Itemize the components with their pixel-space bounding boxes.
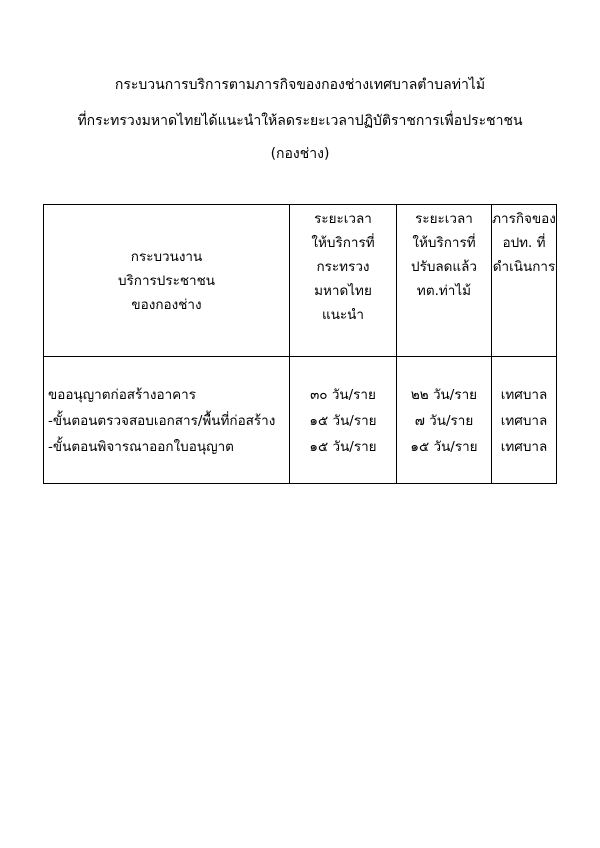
responsible-value: เทศบาล [500,387,548,403]
header-reduced-time [397,205,492,357]
header-responsible-line: ดำเนินการ [492,259,556,275]
header-ministry-line: มหาดไทย [314,283,372,299]
process-item: -ขั้นตอนตรวจสอบเอกสาร/พื้นที่ก่อสร้าง [48,413,276,429]
header-reduced-line: ระยะเวลา [415,211,473,227]
process-item: -ขั้นตอนพิจารณาออกใบอนุญาต [48,439,234,455]
ministry-time-value: ๓๐ วัน/ราย [310,387,376,403]
service-process-table [43,204,557,484]
title-line-2: ที่กระทรวงมหาดไทยได้แนะนำให้ลดระยะเวลาปฏิบัติราชการเพื่อประชาชน [77,113,523,129]
title-line-1: กระบวนการบริการตามภารกิจของกองช่างเทศบาลตำบลท่าไม้ [114,77,486,93]
ministry-time-value: ๑๕ วัน/ราย [309,439,377,455]
header-process [44,205,290,357]
header-ministry-line: ให้บริการที่ [311,235,375,251]
reduced-time-value: ๑๕ วัน/ราย [410,439,478,455]
responsible-value: เทศบาล [500,413,548,429]
reduced-time-cell [397,357,492,484]
header-responsible-line: อปท. ที่ [502,235,546,251]
header-ministry-line: แนะนำ [322,307,364,323]
header-ministry-time [290,205,397,357]
ministry-time-cell [290,357,397,484]
table-header-row [44,205,557,357]
header-process-line: กระบวนงาน [130,248,203,265]
header-reduced-line: ทต.ท่าไม้ [416,283,472,299]
reduced-time-value: ๒๒ วัน/ราย [410,387,478,403]
ministry-time-value: ๑๕ วัน/ราย [309,413,377,429]
responsible-value: เทศบาล [500,439,548,455]
header-responsible-line: ภารกิจของ [492,211,556,227]
header-ministry-line: ระยะเวลา [314,211,372,227]
header-reduced-line: ให้บริการที่ [412,235,476,251]
header-process-line: ของกองช่าง [131,296,202,313]
responsible-cell [492,357,557,484]
process-cell [44,357,290,484]
reduced-time-value: ๗ วัน/ราย [414,413,474,429]
header-responsible [492,205,557,357]
header-ministry-line: กระทรวง [316,259,370,275]
table-body-row [44,357,557,484]
title-line-3: (กองช่าง) [270,146,330,162]
process-item: ขออนุญาตก่อสร้างอาคาร [48,387,197,403]
header-process-line: บริการประชาชน [117,272,216,289]
header-reduced-line: ปรับลดแล้ว [411,259,477,275]
